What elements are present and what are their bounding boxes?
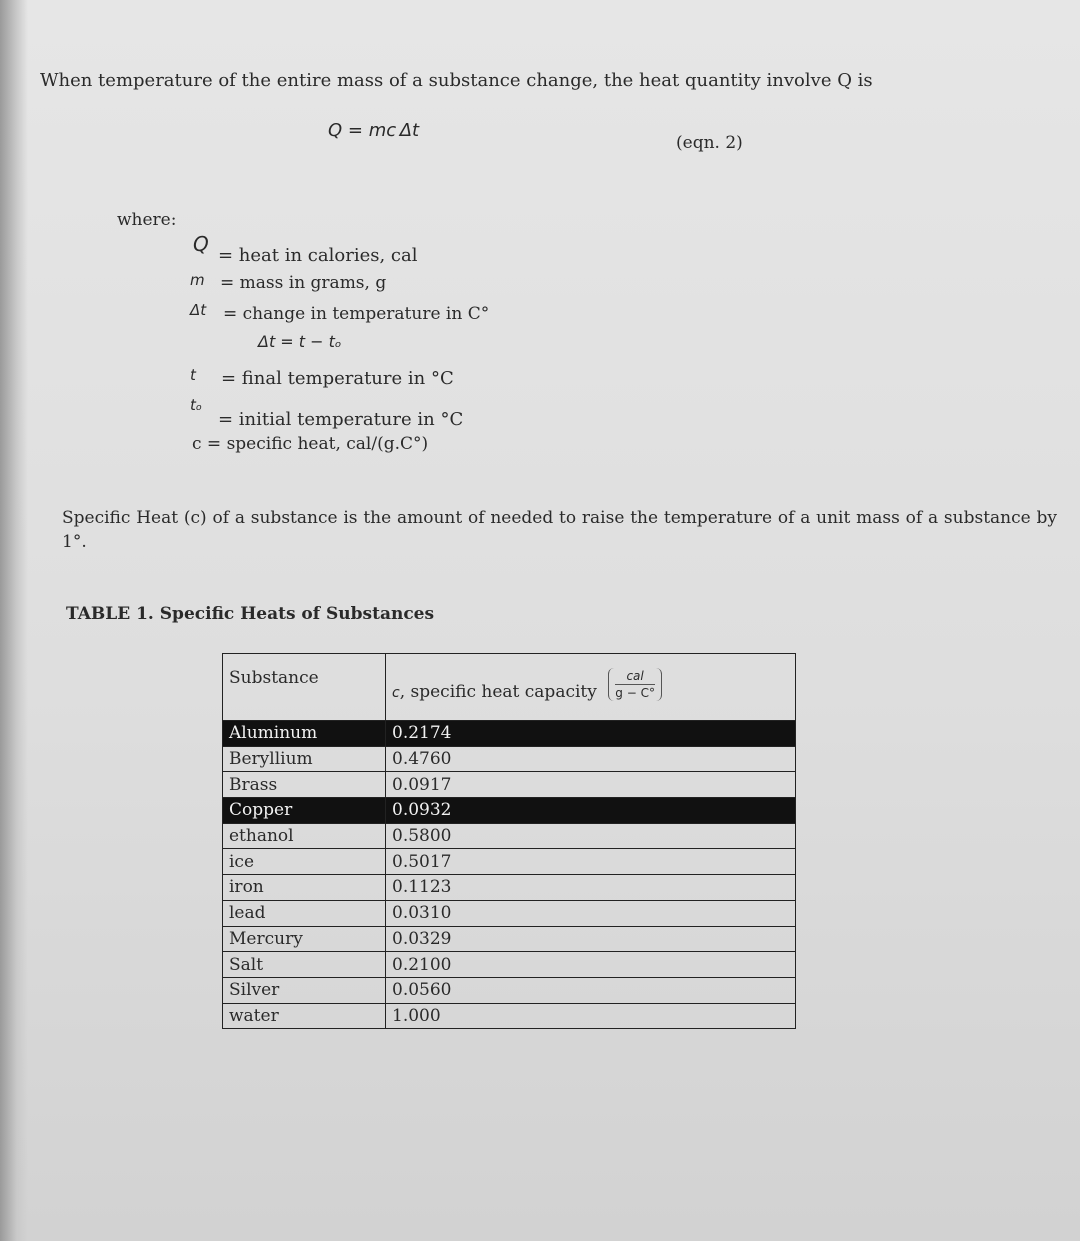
table-row <box>223 849 796 875</box>
where-label: where: <box>117 210 177 230</box>
def-q-text: = heat in calories, cal <box>218 245 418 266</box>
def-c-text: c = specific heat, cal/(g.C°) <box>192 434 429 454</box>
def-dt-formula: Δt = t − tₒ <box>258 332 342 351</box>
table-row <box>223 1003 796 1029</box>
row-substance: Mercury <box>223 926 386 952</box>
row-value: 1.000 <box>386 1003 796 1029</box>
row-substance: ethanol <box>223 823 386 849</box>
def-t-text: = final temperature in °C <box>221 368 454 389</box>
table-row <box>223 721 796 747</box>
intro-text: When temperature of the entire mass of a substance change, the heat quantity involve Q is <box>40 70 873 91</box>
row-substance: Silver <box>223 977 386 1003</box>
def-to-text: = initial temperature in °C <box>218 409 464 430</box>
row-value: 0.0932 <box>386 798 796 824</box>
row-value: 0.0329 <box>386 926 796 952</box>
screen-edge-shadow <box>0 0 28 1241</box>
table-row <box>223 746 796 772</box>
table-header-row <box>223 654 796 721</box>
row-substance: Brass <box>223 772 386 798</box>
table-row <box>223 952 796 978</box>
table-row <box>223 798 796 824</box>
header-unit-fraction <box>608 668 662 701</box>
header-substance: Substance <box>223 654 386 721</box>
row-substance: Salt <box>223 952 386 978</box>
row-substance: iron <box>223 875 386 901</box>
row-value: 0.0917 <box>386 772 796 798</box>
equation-label: (eqn. 2) <box>676 133 743 153</box>
row-substance: Copper <box>223 798 386 824</box>
table-row <box>223 823 796 849</box>
row-value: 0.5800 <box>386 823 796 849</box>
row-value: 0.4760 <box>386 746 796 772</box>
table-row <box>223 772 796 798</box>
row-substance: water <box>223 1003 386 1029</box>
def-dt-symbol: Δt <box>190 301 207 319</box>
row-value: 0.0310 <box>386 900 796 926</box>
row-value: 0.1123 <box>386 875 796 901</box>
table-caption: TABLE 1. Specific Heats of Substances <box>66 604 435 624</box>
def-m-text: = mass in grams, g <box>220 273 387 293</box>
table-row <box>223 875 796 901</box>
unit-denominator: g − C° <box>615 686 655 700</box>
row-substance: Aluminum <box>223 721 386 747</box>
row-value: 0.2100 <box>386 952 796 978</box>
row-substance: lead <box>223 900 386 926</box>
row-substance: ice <box>223 849 386 875</box>
header-c-symbol: c <box>392 685 400 701</box>
def-dt-text: = change in temperature in C° <box>223 304 490 324</box>
unit-numerator: cal <box>615 668 655 685</box>
table-row <box>223 900 796 926</box>
header-specific-heat <box>386 654 796 721</box>
table-row <box>223 926 796 952</box>
specific-heat-table <box>222 653 796 1029</box>
specific-heat-paragraph: Specific Heat (c) of a substance is the amount of needed to raise the temperature of a unit mass of a substance by 1°. <box>62 508 1057 552</box>
row-value: 0.0560 <box>386 977 796 1003</box>
row-value: 0.5017 <box>386 849 796 875</box>
equation-formula: Q = mc Δt <box>328 120 420 141</box>
table-row <box>223 977 796 1003</box>
def-m-symbol: m <box>190 271 205 289</box>
header-c-text: , specific heat capacity <box>399 682 597 702</box>
def-q-symbol: Q <box>193 232 209 256</box>
def-to-symbol: tₒ <box>190 396 203 414</box>
def-t-symbol: t <box>190 366 196 384</box>
row-value: 0.2174 <box>386 721 796 747</box>
row-substance: Beryllium <box>223 746 386 772</box>
